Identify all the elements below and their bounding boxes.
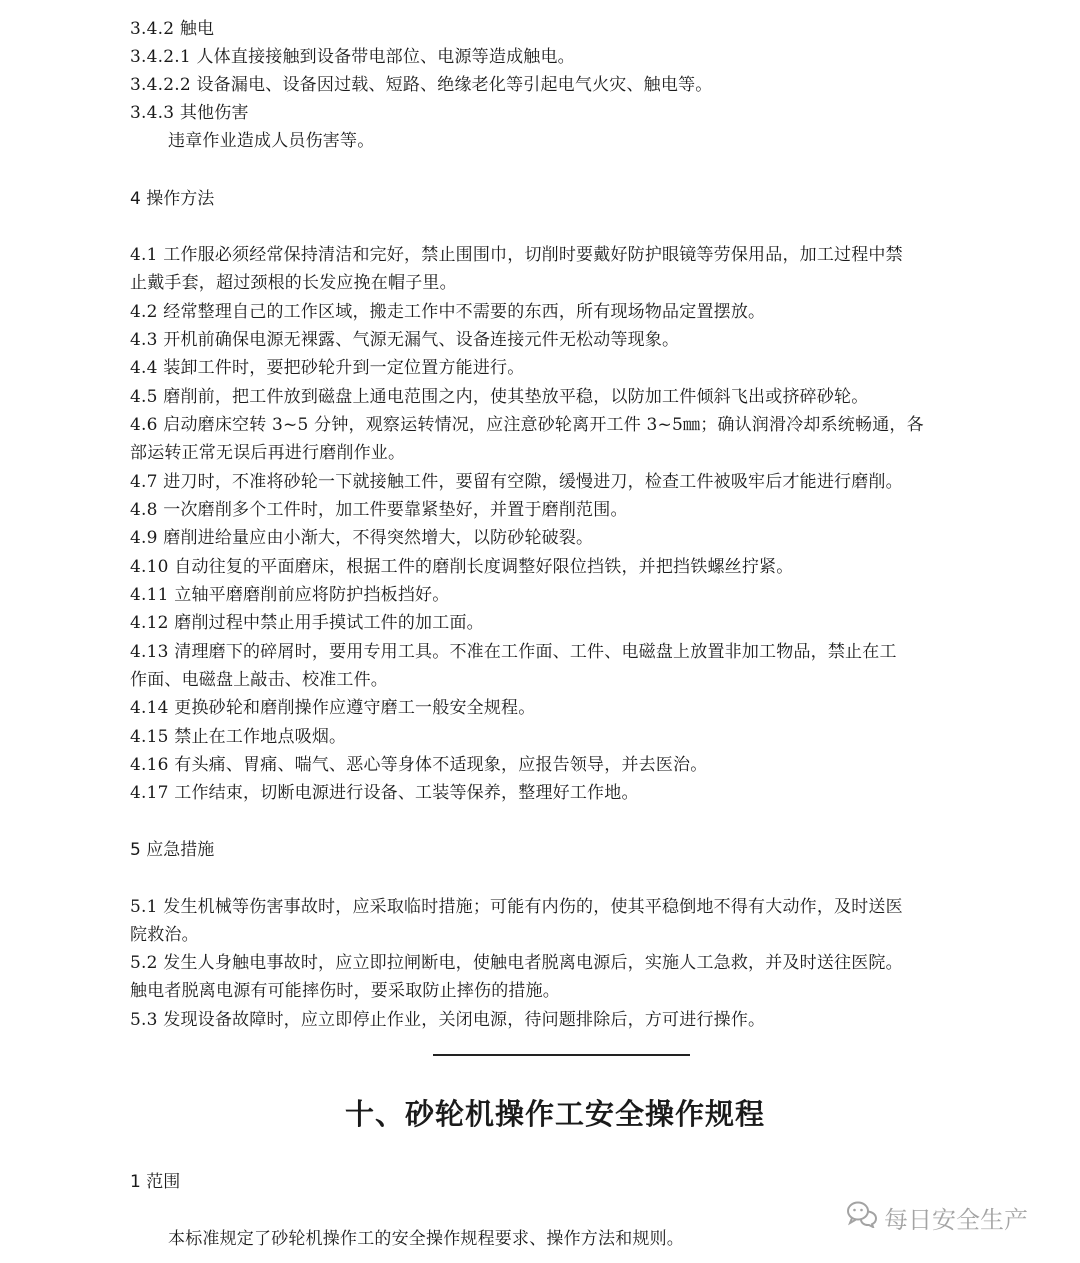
- clause-4-line: 4.3 开机前确保电源无裸露、气源无漏气、设备连接元件无松动等现象。: [130, 330, 680, 350]
- clause-4-line: 4.5 磨削前，把工件放到磁盘上通电范围之内，使其垫放平稳，以防加工件倾斜飞出或挤碎砂轮。: [130, 387, 869, 407]
- clause-3-4-3: 3.4.3 其他伤害: [130, 103, 249, 123]
- scope-text: 本标准规定了砂轮机操作工的安全操作规程要求、操作方法和规则。: [168, 1229, 684, 1249]
- clause-4-line: 部运转正常无误后再进行磨削作业。: [130, 443, 406, 463]
- watermark: [846, 1201, 1028, 1233]
- clause-4-line: 4.14 更换砂轮和磨削操作应遵守磨工一般安全规程。: [130, 698, 536, 718]
- clause-4-line: 4.11 立轴平磨磨削前应将防护挡板挡好。: [130, 585, 450, 605]
- clause-5-line: 5.1 发生机械等伤害事故时，应采取临时措施；可能有内伤的，使其平稳倒地不得有大动作，及时送医: [130, 897, 903, 917]
- clause-5-line: 触电者脱离电源有可能摔伤时，要采取防止摔伤的措施。: [130, 981, 560, 1001]
- section-title: 十、砂轮机操作工安全操作规程: [344, 1097, 765, 1131]
- section-divider: [433, 1054, 690, 1056]
- clause-3-4-2: 3.4.2 触电: [130, 19, 215, 39]
- clause-3-4-2-2: 3.4.2.2 设备漏电、设备因过载、短路、绝缘老化等引起电气火灾、触电等。: [130, 75, 713, 95]
- clause-4-line: 4.16 有头痛、胃痛、喘气、恶心等身体不适现象，应报告领导，并去医治。: [130, 755, 708, 775]
- clause-4-line: 4.15 禁止在工作地点吸烟。: [130, 727, 347, 747]
- clause-4-line: 4.7 进刀时，不准将砂轮一下就接触工件，要留有空隙，缓慢进刀，检查工件被吸牢后才能进行磨削。: [130, 472, 903, 492]
- clause-4-line: 4.4 装卸工件时，要把砂轮升到一定位置方能进行。: [130, 358, 525, 378]
- clause-3-4-2-1: 3.4.2.1 人体直接接触到设备带电部位、电源等造成触电。: [130, 47, 575, 67]
- clause-4-line: 4.9 磨削进给量应由小渐大，不得突然增大，以防砂轮破裂。: [130, 528, 594, 548]
- clause-4-line: 4.1 工作服必须经常保持清洁和完好，禁止围围巾，切削时要戴好防护眼镜等劳保用品，加工过程中禁: [130, 245, 903, 265]
- wechat-icon: [846, 1200, 878, 1234]
- clause-4-line: 作面、电磁盘上敲击、校准工件。: [130, 670, 388, 690]
- clause-4-line: 4.6 启动磨床空转 3~5 分钟，观察运转情况，应注意砂轮离开工件 3~5㎜；确认润滑冷却系统畅通，各: [130, 415, 924, 435]
- section-heading-5: 5 应急措施: [130, 840, 215, 860]
- clause-4-line: 4.2 经常整理自己的工作区域，搬走工作中不需要的东西，所有现场物品定置摆放。: [130, 302, 766, 322]
- section-heading-4: 4 操作方法: [130, 189, 215, 209]
- clause-4-line: 4.10 自动往复的平面磨床，根据工件的磨削长度调整好限位挡铁，并把挡铁螺丝拧紧。: [130, 557, 794, 577]
- clause-4-line: 止戴手套，超过颈根的长发应挽在帽子里。: [130, 273, 457, 293]
- clause-4-line: 4.12 磨削过程中禁止用手摸试工件的加工面。: [130, 613, 484, 633]
- clause-3-4-3-text: 违章作业造成人员伤害等。: [168, 131, 375, 151]
- clause-4-line: 4.13 清理磨下的碎屑时，要用专用工具。不准在工作面、工件、电磁盘上放置非加工物品，禁止在工: [130, 642, 897, 662]
- clause-5-line: 5.3 发现设备故障时，应立即停止作业，关闭电源，待问题排除后，方可进行操作。: [130, 1010, 766, 1030]
- clause-5-line: 院救治。: [130, 925, 199, 945]
- clause-4-line: 4.17 工作结束，切断电源进行设备、工装等保养，整理好工作地。: [130, 783, 639, 803]
- clause-4-line: 4.8 一次磨削多个工件时，加工件要靠紧垫好，并置于磨削范围。: [130, 500, 628, 520]
- clause-5-line: 5.2 发生人身触电事故时，应立即拉闸断电，使触电者脱离电源后，实施人工急救，并及时送往医院。: [130, 953, 903, 973]
- watermark-text: 每日安全生产: [884, 1205, 1028, 1234]
- section-heading-1: 1 范围: [130, 1172, 181, 1192]
